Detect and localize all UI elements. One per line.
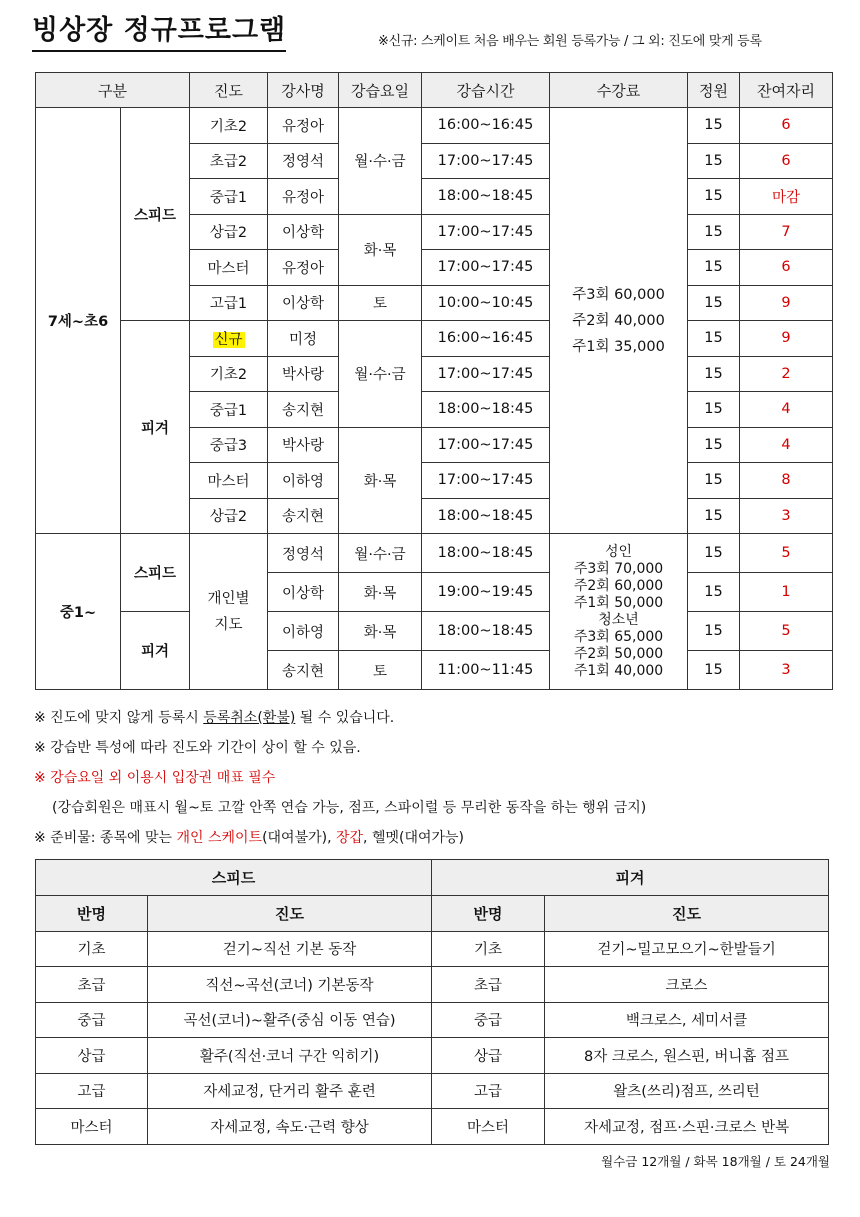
personal-line: 개인별	[207, 590, 250, 607]
group-child: 7세~초6	[36, 108, 121, 534]
table-row	[36, 534, 833, 573]
cell-teacher: 송지현	[268, 392, 339, 428]
cell-time: 17:00~17:45	[422, 250, 550, 286]
cell-teacher: 정영석	[268, 534, 339, 573]
schedule-table	[35, 72, 833, 690]
cell-level: 중급3	[190, 427, 268, 463]
cell-level: 기초2	[190, 356, 268, 392]
cell-speed-progress: 활주(직선·코너 구간 익히기)	[148, 1038, 432, 1074]
col-header-capacity: 정원	[688, 73, 740, 108]
cell-remaining: 5	[740, 612, 833, 651]
note-text: ※ 준비물: 종목에 맞는	[34, 830, 177, 846]
cell-time: 18:00~18:45	[422, 612, 550, 651]
cell-figure-progress: 자세교정, 점프·스핀·크로스 반복	[545, 1109, 829, 1145]
fee-line: 주3회 65,000	[573, 628, 664, 645]
cell-remaining: 4	[740, 392, 833, 428]
cell-remaining: 9	[740, 321, 833, 357]
cell-time: 16:00~16:45	[422, 108, 550, 144]
footer-note: 월수금 12개월 / 화목 18개월 / 토 24개월	[601, 1154, 830, 1169]
fee-line: 주1회 50,000	[573, 594, 664, 611]
subgroup-speed: 스피드	[121, 534, 190, 612]
cell-teacher: 송지현	[268, 651, 339, 690]
cell-speed-progress: 직선~곡선(코너) 기본동작	[148, 967, 432, 1003]
speed-title: 스피드	[36, 860, 432, 896]
cell-time: 10:00~10:45	[422, 285, 550, 321]
cell-class: 중급	[36, 1002, 148, 1038]
cell-remaining: 3	[740, 498, 833, 534]
cell-level: 기초2	[190, 108, 268, 144]
cell-remaining: 7	[740, 214, 833, 250]
cell-fee-adult	[550, 534, 688, 690]
cell-class: 상급	[36, 1038, 148, 1074]
cell-personal-guidance	[190, 534, 268, 690]
col-header-level: 진도	[190, 73, 268, 108]
cell-teacher: 미정	[268, 321, 339, 357]
cell-class: 초급	[432, 967, 545, 1003]
cell-time: 17:00~17:45	[422, 427, 550, 463]
cell-level: 중급1	[190, 179, 268, 215]
cell-days: 월·수·금	[339, 534, 422, 573]
group-adult: 중1~	[36, 534, 121, 690]
fee-line: 주2회 50,000	[573, 645, 664, 662]
cell-remaining: 6	[740, 108, 833, 144]
figure-title: 피겨	[432, 860, 829, 896]
cell-time: 18:00~18:45	[422, 392, 550, 428]
cell-class: 기초	[36, 931, 148, 967]
fee-line: 주3회 70,000	[573, 560, 664, 577]
cell-level: 마스터	[190, 250, 268, 286]
cell-time: 17:00~17:45	[422, 356, 550, 392]
cell-teacher: 이상학	[268, 214, 339, 250]
cell-remaining: 5	[740, 534, 833, 573]
cell-class: 기초	[432, 931, 545, 967]
cell-time: 17:00~17:45	[422, 143, 550, 179]
cell-capacity: 15	[688, 321, 740, 357]
col-header-category: 구분	[36, 73, 190, 108]
cell-level: 상급2	[190, 214, 268, 250]
cell-time: 16:00~16:45	[422, 321, 550, 357]
note-line: ※ 강습반 특성에 따라 진도와 기간이 상이 할 수 있음.	[34, 740, 361, 756]
cell-remaining: 4	[740, 427, 833, 463]
cell-days: 화·목	[339, 427, 422, 534]
cell-remaining: 6	[740, 250, 833, 286]
col-header-time: 강습시간	[422, 73, 550, 108]
subgroup-figure: 피겨	[121, 612, 190, 690]
cell-capacity: 15	[688, 534, 740, 573]
cell-figure-progress: 왈츠(쓰리)점프, 쓰리턴	[545, 1073, 829, 1109]
col-header-days: 강습요일	[339, 73, 422, 108]
cell-capacity: 15	[688, 651, 740, 690]
cell-level: 초급2	[190, 143, 268, 179]
cell-days: 월·수·금	[339, 321, 422, 428]
cell-teacher: 송지현	[268, 498, 339, 534]
note-line	[34, 703, 834, 733]
col-header-fee: 수강료	[550, 73, 688, 108]
cell-level: 고급1	[190, 285, 268, 321]
col-header-progress: 진도	[148, 896, 432, 932]
note-text: , 헬멧(대여가능)	[363, 830, 465, 846]
cell-capacity: 15	[688, 179, 740, 215]
cell-capacity: 15	[688, 214, 740, 250]
cell-capacity: 15	[688, 612, 740, 651]
table-row	[36, 1038, 829, 1074]
table-row	[36, 612, 833, 651]
subgroup-speed: 스피드	[121, 108, 190, 321]
cell-remaining: 1	[740, 573, 833, 612]
cell-teacher: 이상학	[268, 573, 339, 612]
cell-teacher: 박사랑	[268, 356, 339, 392]
cell-class: 초급	[36, 967, 148, 1003]
col-header-class: 반명	[432, 896, 545, 932]
fee-line: 주1회 35,000	[572, 338, 665, 355]
cell-days: 토	[339, 651, 422, 690]
cell-fee-child	[550, 108, 688, 534]
cell-speed-progress: 걷기~직선 기본 동작	[148, 931, 432, 967]
table-row	[36, 967, 829, 1003]
note-underlined: 등록취소(환불)	[203, 710, 296, 726]
cell-level: 마스터	[190, 463, 268, 499]
fee-line: 성인	[604, 543, 633, 560]
cell-days: 월·수·금	[339, 108, 422, 215]
table-row	[36, 1073, 829, 1109]
cell-figure-progress: 백크로스, 세미서클	[545, 1002, 829, 1038]
cell-time: 18:00~18:45	[422, 534, 550, 573]
cell-capacity: 15	[688, 356, 740, 392]
table-row	[36, 108, 833, 144]
cell-teacher: 박사랑	[268, 427, 339, 463]
cell-days: 화·목	[339, 573, 422, 612]
cell-speed-progress: 곡선(코너)~활주(중심 이동 연습)	[148, 1002, 432, 1038]
col-header-class: 반명	[36, 896, 148, 932]
cell-days: 화·목	[339, 612, 422, 651]
cell-capacity: 15	[688, 250, 740, 286]
note-line	[34, 823, 834, 853]
cell-level	[190, 321, 268, 357]
cell-time: 18:00~18:45	[422, 498, 550, 534]
cell-class: 고급	[36, 1073, 148, 1109]
cell-level: 중급1	[190, 392, 268, 428]
new-badge: 신규	[214, 331, 243, 348]
cell-time: 17:00~17:45	[422, 463, 550, 499]
note-text: ※ 진도에 맞지 않게 등록시	[34, 710, 204, 726]
cell-class: 중급	[432, 1002, 545, 1038]
cell-class: 고급	[432, 1073, 545, 1109]
cell-remaining: 마감	[740, 179, 833, 215]
cell-figure-progress: 걷기~밀고모으기~한발들기	[545, 931, 829, 967]
note-line-warning: ※ 강습요일 외 이용시 입장권 매표 필수	[34, 770, 276, 786]
cell-time: 17:00~17:45	[422, 214, 550, 250]
cell-class: 상급	[432, 1038, 545, 1074]
cell-remaining: 8	[740, 463, 833, 499]
note-text: (대여불가),	[262, 830, 336, 846]
table-row	[36, 1002, 829, 1038]
cell-capacity: 15	[688, 427, 740, 463]
cell-teacher: 이상학	[268, 285, 339, 321]
table-row	[36, 931, 829, 967]
subgroup-figure: 피겨	[121, 321, 190, 534]
cell-speed-progress: 자세교정, 단거리 활주 훈련	[148, 1073, 432, 1109]
cell-level: 상급2	[190, 498, 268, 534]
cell-teacher: 유정아	[268, 179, 339, 215]
cell-teacher: 유정아	[268, 108, 339, 144]
schedule-header-row	[36, 73, 833, 108]
col-header-remaining: 잔여자리	[740, 73, 833, 108]
cell-teacher: 정영석	[268, 143, 339, 179]
cell-days: 토	[339, 285, 422, 321]
registration-note: ※신규: 스케이트 처음 배우는 회원 등록가능 / 그 외: 진도에 맞게 등록	[378, 34, 762, 49]
level-table-header-row	[36, 896, 829, 932]
level-table	[35, 859, 829, 1145]
cell-capacity: 15	[688, 285, 740, 321]
cell-remaining: 6	[740, 143, 833, 179]
cell-time: 18:00~18:45	[422, 179, 550, 215]
cell-speed-progress: 자세교정, 속도·근력 향상	[148, 1109, 432, 1145]
note-red: 장갑	[335, 830, 364, 846]
cell-capacity: 15	[688, 143, 740, 179]
fee-line: 주3회 60,000	[572, 286, 665, 303]
cell-class: 마스터	[432, 1109, 545, 1145]
cell-teacher: 이하영	[268, 463, 339, 499]
table-row	[36, 1109, 829, 1145]
cell-class: 마스터	[36, 1109, 148, 1145]
cell-time: 19:00~19:45	[422, 573, 550, 612]
cell-time: 11:00~11:45	[422, 651, 550, 690]
col-header-teacher: 강사명	[268, 73, 339, 108]
cell-teacher: 이하영	[268, 612, 339, 651]
cell-capacity: 15	[688, 573, 740, 612]
cell-capacity: 15	[688, 463, 740, 499]
note-red: 개인 스케이트	[176, 830, 263, 846]
cell-figure-progress: 8자 크로스, 원스핀, 버니홉 점프	[545, 1038, 829, 1074]
level-table-title-row	[36, 860, 829, 896]
col-header-progress: 진도	[545, 896, 829, 932]
fee-line: 주2회 40,000	[572, 312, 665, 329]
cell-remaining: 3	[740, 651, 833, 690]
page-title: 빙상장 정규프로그램	[32, 14, 286, 52]
personal-line: 지도	[214, 616, 243, 633]
cell-remaining: 2	[740, 356, 833, 392]
cell-figure-progress: 크로스	[545, 967, 829, 1003]
fee-line: 주2회 60,000	[573, 577, 664, 594]
table-row	[36, 321, 833, 357]
notes-section	[34, 703, 834, 853]
cell-capacity: 15	[688, 392, 740, 428]
cell-capacity: 15	[688, 498, 740, 534]
note-text: 될 수 있습니다.	[295, 710, 395, 726]
cell-days: 화·목	[339, 214, 422, 285]
cell-teacher: 유정아	[268, 250, 339, 286]
fee-line: 주1회 40,000	[573, 662, 664, 679]
fee-line: 청소년	[598, 611, 639, 628]
note-line: (강습회원은 매표시 월~토 고깔 안쪽 연습 가능, 점프, 스파이럴 등 무리한 동작을 하는 행위 금지)	[52, 800, 647, 816]
cell-capacity: 15	[688, 108, 740, 144]
cell-remaining: 9	[740, 285, 833, 321]
